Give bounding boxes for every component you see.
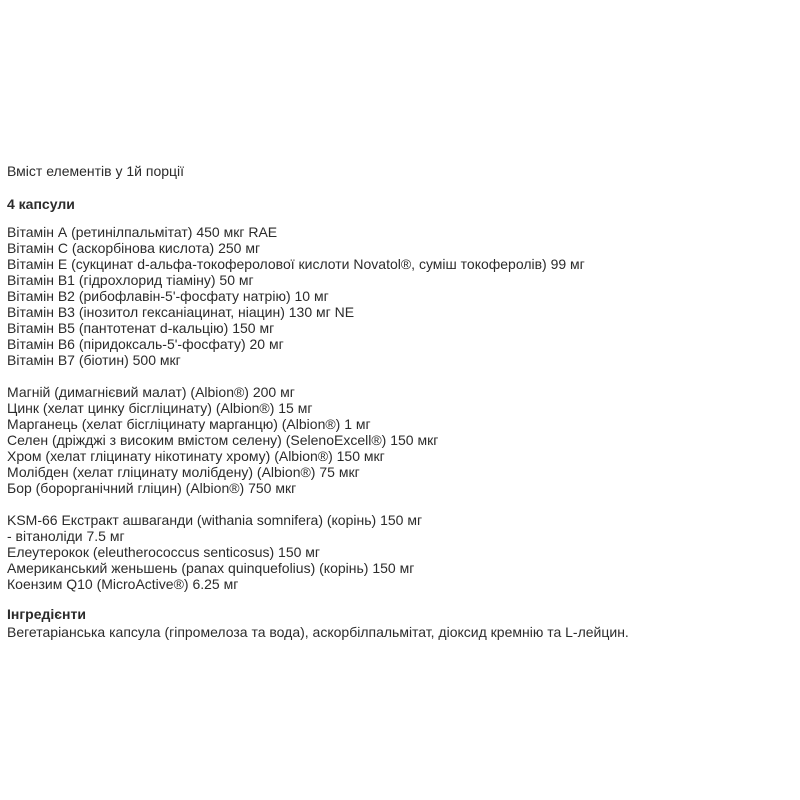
section-heading: Вміст елементів у 1й порції <box>7 163 185 179</box>
list-item: Елеутерокок (eleutherococcus senticosus) 150 мг <box>7 544 321 560</box>
list-item: Молібден (хелат гліцинату молібдену) (Albion®) 75 мкг <box>7 464 360 480</box>
ingredients-title: Інгредієнти <box>7 606 86 622</box>
list-item: Вітамін С (аскорбінова кислота) 250 мг <box>7 240 261 256</box>
minerals-list <box>7 384 438 496</box>
list-item: Вітамін А (ретинілпальмітат) 450 мкг RAE <box>7 224 278 240</box>
list-item: Бор (борорганічний гліцин) (Albion®) 750 мкг <box>7 480 297 496</box>
list-item: Коензим Q10 (MicroActive®) 6.25 мг <box>7 576 239 592</box>
list-item: KSM-66 Екстракт ашваганди (withania somnifera) (корінь) 150 мг <box>7 512 423 528</box>
list-item: Вітамін В1 (гідрохлорид тіаміну) 50 мг <box>7 272 254 288</box>
list-item: Цинк (хелат цинку бісгліцинату) (Albion®) 15 мг <box>7 400 313 416</box>
list-item: Вітамін В6 (піридоксаль-5'-фосфату) 20 мг <box>7 336 284 352</box>
vitamins-list <box>7 224 585 368</box>
list-item: Вітамін В5 (пантотенат d-кальцію) 150 мг <box>7 320 275 336</box>
list-item: Селен (дріжджі з високим вмістом селену) (SelenoExcell®) 150 мкг <box>7 432 439 448</box>
list-item: Вітамін В2 (рибофлавін-5'-фосфату натрію) 10 мг <box>7 288 329 304</box>
extracts-list <box>7 512 422 592</box>
list-item: Вітамін В3 (інозитол гексаніацинат, ніацин) 130 мг NE <box>7 304 355 320</box>
list-item: Вітамін Е (сукцинат d-альфа-токоферолової кислоти Novatol®, суміш токоферолів) 99 мг <box>7 256 585 272</box>
list-item: Хром (хелат гліцинату нікотинату хрому) (Albion®) 150 мкг <box>7 448 385 464</box>
list-item: Вітамін В7 (біотин) 500 мкг <box>7 352 181 368</box>
list-item: Марганець (хелат бісгліцинату марганцю) (Albion®) 1 мг <box>7 416 371 432</box>
list-item: Магній (димагнієвий малат) (Albion®) 200 мг <box>7 384 295 400</box>
ingredients-text: Вегетаріанська капсула (гіпромелоза та вода), аскорбілпальмітат, діоксид кремнію та L-лейцин. <box>7 624 629 640</box>
list-item: Американський женьшень (panax quinquefolius) (корінь) 150 мг <box>7 560 415 576</box>
list-item: - вітаноліди 7.5 мг <box>7 528 125 544</box>
serving-size: 4 капсули <box>7 196 75 212</box>
